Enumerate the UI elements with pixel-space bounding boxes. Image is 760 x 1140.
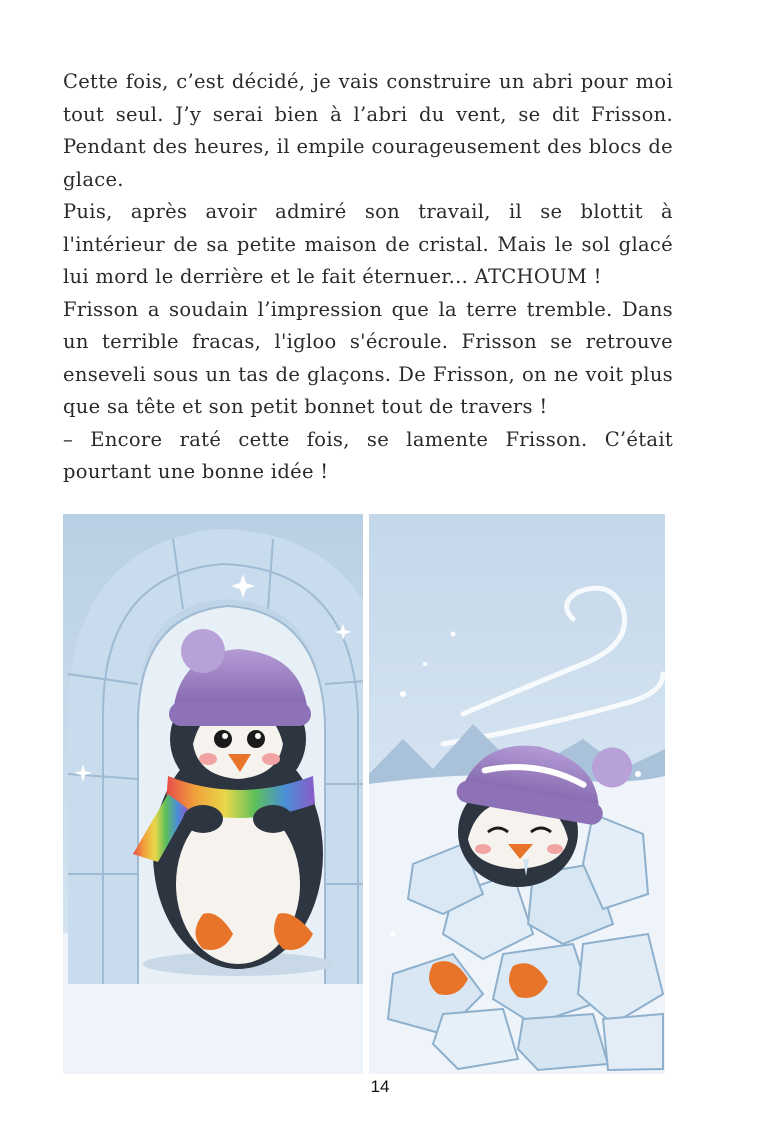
right-panel — [369, 514, 665, 1074]
paragraph-3: Frisson a soudain l’impression que la terre tremble. Dans un terrible fracas, l'igloo s'écroule. Frisson se retrouve enseveli sous un tas de glaçons. De Frisson, on ne voit plus que sa tête et son petit bonnet tout de travers ! — [63, 297, 673, 418]
paragraph-4: – Encore raté cette fois, se lamente Frisson. C’était pourtant une bonne idée ! — [63, 427, 673, 483]
illustration-svg — [63, 514, 665, 1074]
page-number: 14 — [370, 1077, 390, 1096]
paragraph-1: Cette fois, c’est décidé, je vais construire un abri pour moi tout seul. J’y serai bien à l’abri du vent, se dit Frisson. Pendant des heures, il empile courageusement des blocs de glace. — [63, 70, 673, 191]
illustration — [63, 514, 665, 1074]
story-text — [63, 66, 673, 489]
panel-divider — [363, 514, 369, 1074]
paragraph-2: Puis, après avoir admiré son travail, il se blottit à l'intérieur de sa petite maison de cristal. Mais le sol glacé lui mord le derrière et le fait éternuer... ATCHOUM ! — [63, 200, 673, 288]
left-panel — [63, 514, 393, 1074]
